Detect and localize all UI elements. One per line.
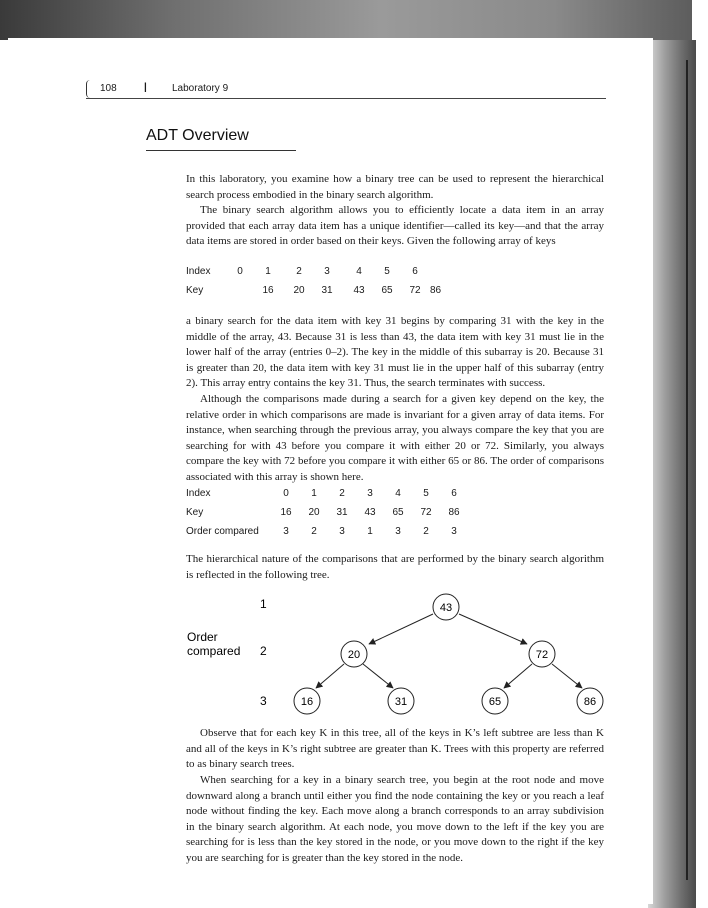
node-key: 86: [583, 696, 597, 708]
table-cell: 4: [356, 266, 362, 277]
tree-node-left-right: [388, 688, 414, 714]
order-label-line1: Order: [187, 630, 218, 644]
level-label-1: 1: [260, 597, 267, 611]
node-key: 43: [439, 602, 453, 614]
table-cell: 4: [395, 488, 401, 499]
order-label-line2: compared: [187, 644, 241, 658]
table-cell: 2: [311, 526, 317, 537]
page-number: 108: [100, 83, 117, 94]
table-cell: 31: [321, 285, 333, 296]
paragraph-intro: In this laboratory, you examine how a binary tree can be used to represent the hierarchical search process embodied in the binary search algorithm.: [186, 173, 604, 201]
table-cell: 3: [367, 488, 373, 499]
tree-node-left-left: [294, 688, 320, 714]
table-cell: 20: [293, 285, 305, 296]
node-key: 72: [535, 649, 549, 661]
edge-43-20: [369, 614, 433, 644]
row-label-key: Key: [186, 285, 204, 296]
row-label-index: Index: [186, 266, 211, 277]
table-cell: 5: [384, 266, 390, 277]
table-cell: 1: [265, 266, 271, 277]
tree-node-right: [529, 641, 555, 667]
section-title: ADT Overview: [146, 127, 249, 144]
row-label-order: Order compared: [186, 526, 259, 537]
edge-20-31: [363, 664, 393, 688]
row-label-key: Key: [186, 507, 204, 518]
tree-node-left: [341, 641, 367, 667]
table-cell: 3: [451, 526, 457, 537]
table-cell: 72: [420, 507, 432, 518]
table-cell: 2: [339, 488, 345, 499]
table-cell: 2: [296, 266, 302, 277]
level-label-3: 3: [260, 694, 267, 708]
table-cell: 16: [280, 507, 292, 518]
node-key: 31: [394, 696, 408, 708]
table-cell: 3: [395, 526, 401, 537]
level-label-2: 2: [260, 644, 267, 658]
tree-node-root: [433, 594, 459, 620]
edge-20-16: [316, 664, 344, 688]
node-key: 20: [347, 649, 361, 661]
node-key: 65: [488, 696, 502, 708]
table-cell: 6: [412, 266, 418, 277]
table-cell: 43: [364, 507, 376, 518]
paragraph-hierarchy: The hierarchical nature of the comparisons that are performed by the binary search algorithm is reflected in the following tree.: [186, 553, 604, 581]
table-cell: 16: [262, 285, 274, 296]
table-cell: 86: [430, 285, 442, 296]
node-key: 16: [300, 696, 314, 708]
table-cell: 3: [339, 526, 345, 537]
edge-43-72: [459, 614, 527, 644]
table-cell: 0: [283, 488, 289, 499]
table-cell: 2: [423, 526, 429, 537]
table-cell: 5: [423, 488, 429, 499]
header-separator: |: [144, 82, 147, 93]
paragraph-bst-property: Observe that for each key K in this tree, all of the keys in K’s left subtree are less than K and all of the keys in K’s right subtree are greater than K. Trees with this property are referred to as binary search trees.: [186, 727, 604, 771]
paragraph-comparisons: Although the comparisons made during a search for a given key depend on the key, the relative order in which comparisons are made is invariant for a given array of data items. For instance, when searching through the previous array, you always compare the key that you are searching for with 43 before you compare it with either 20 or 72. Similarly, you always compare the key with 72 before you compare it with either 65 or 86. The order of comparisons associated with this array is shown here.: [186, 393, 604, 483]
paragraph-bst-search: When searching for a key in a binary search tree, you begin at the root node and move downward along a branch until either you find the node containing the key or you reach a leaf node without finding the key. Each move along a branch corresponds to an array subdivision in the binary search algorithm. At each node, you move down to the left if the key you are searching for is less than the key stored in the node, or you move down to the right if the key you are searching for is greater than the key stored in the node.: [186, 774, 604, 864]
table-cell: 1: [367, 526, 373, 537]
row-label-index: Index: [186, 488, 211, 499]
edge-72-86: [552, 664, 582, 688]
table-cell: 65: [381, 285, 393, 296]
edge-72-65: [504, 664, 532, 688]
table-cell: 65: [392, 507, 404, 518]
paragraph-search-example: a binary search for the data item with key 31 begins by comparing 31 with the key in the middle of the array, 43. Because 31 is less than 43, the data item with key 31 must lie in the lower half of the array (entries 0–2). The key in the middle of this subarray is 20. Because 31 is greater than 20, the data item with key 31 must lie in the upper half of this subarray (entry 2). This array entry contains the key 31. Thus, the search terminates with success.: [186, 315, 604, 390]
table-cell: 86: [448, 507, 460, 518]
table-cell: 0: [237, 266, 243, 277]
table-cell: 20: [308, 507, 320, 518]
tree-node-right-left: [482, 688, 508, 714]
table-cell: 3: [283, 526, 289, 537]
table-cell: 6: [451, 488, 457, 499]
table-cell: 31: [336, 507, 348, 518]
table-cell: 43: [353, 285, 365, 296]
tree-node-right-right: [577, 688, 603, 714]
chapter-name: Laboratory 9: [172, 83, 229, 94]
table-cell: 72: [409, 285, 421, 296]
paragraph-binary-search: The binary search algorithm allows you to efficiently locate a data item in an array provided that each array data item has a unique identifier—called its key—and that the array data items are stored in order based on their keys. Given the following array of keys: [186, 204, 604, 248]
table-cell: 1: [311, 488, 317, 499]
table-cell: 3: [324, 266, 330, 277]
